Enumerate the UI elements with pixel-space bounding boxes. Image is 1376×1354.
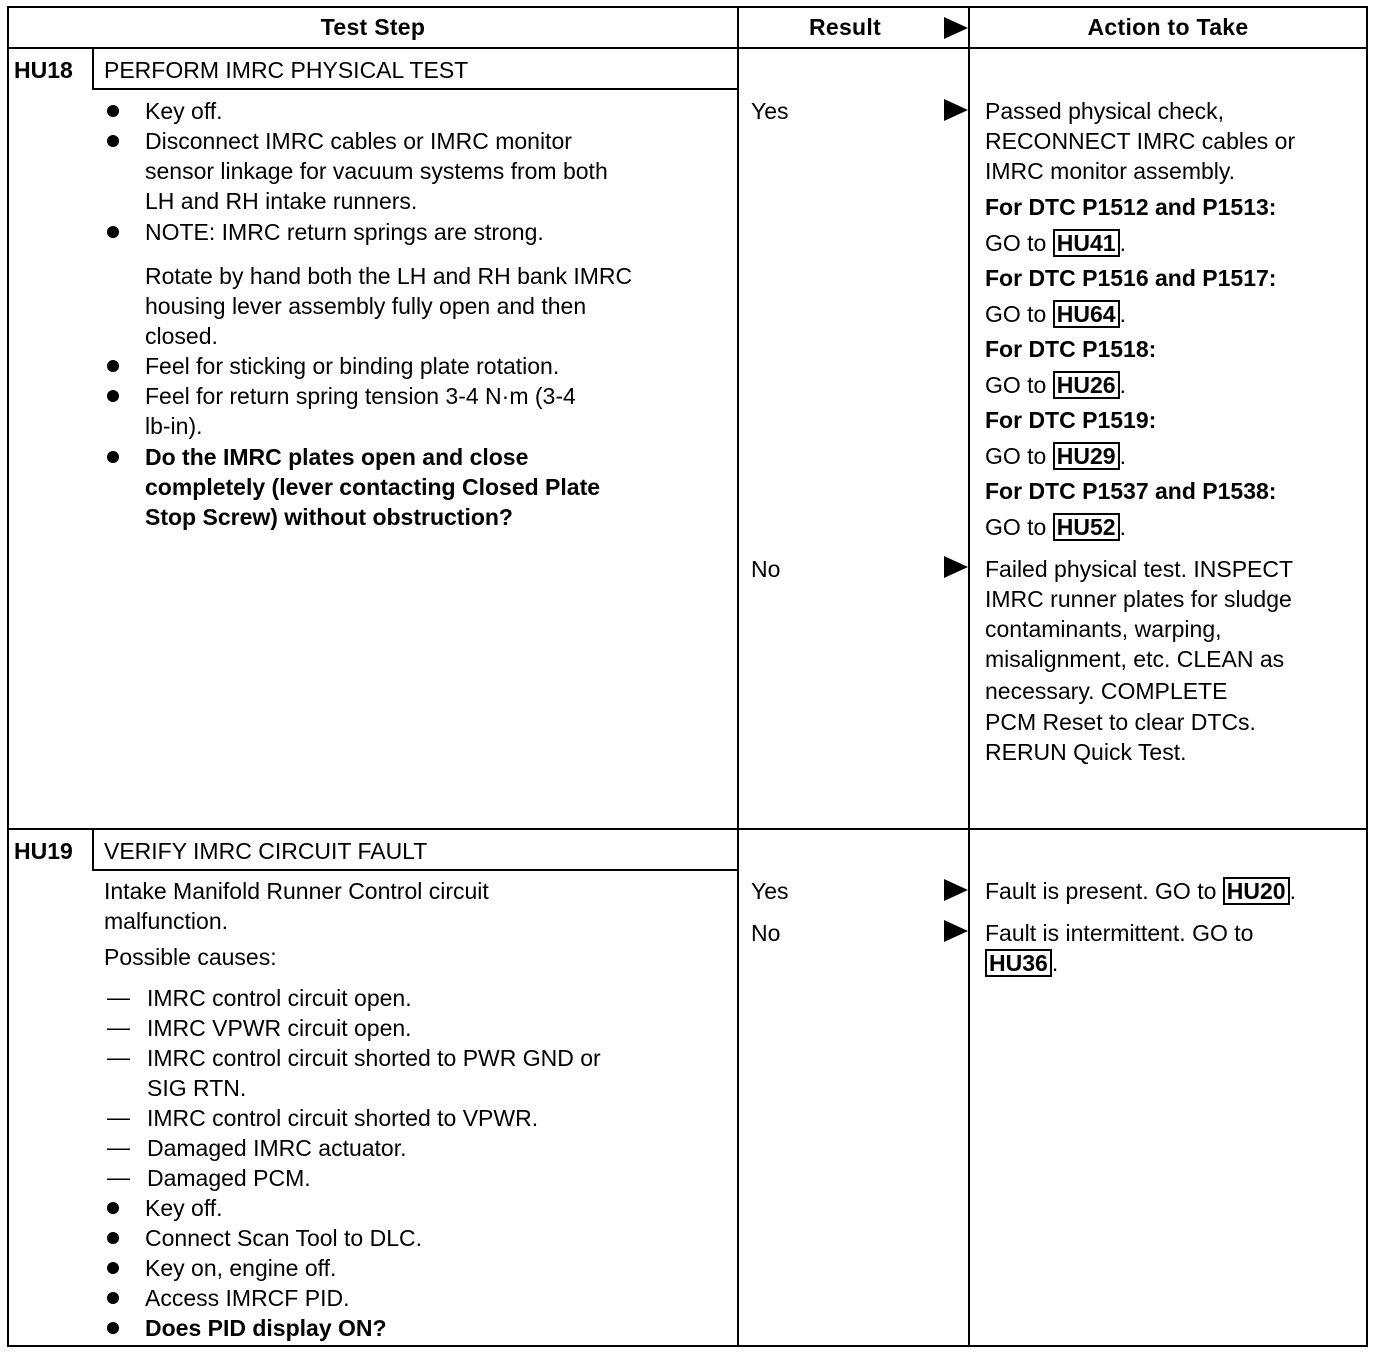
hu18-no-action: PCM Reset to clear DTCs. (985, 709, 1256, 735)
hu18-step-id: HU18 (14, 57, 73, 83)
hu18-no-action: RERUN Quick Test. (985, 739, 1187, 765)
hu18-question: Stop Screw) without obstruction? (145, 504, 513, 530)
ref-hu20-link[interactable]: HU20 (1223, 877, 1290, 905)
ref-hu36-link[interactable]: HU36 (985, 949, 1052, 977)
dtc-goto: GO to HU29 . (985, 443, 1126, 469)
hu18-no-action: Failed physical test. INSPECT (985, 556, 1294, 582)
bullet-icon (107, 390, 119, 402)
hu18-yes-action: Passed physical check, (985, 98, 1225, 124)
dtc-goto: GO to HU64 . (985, 301, 1126, 327)
border-bottom (7, 1345, 1368, 1347)
hu19-cause: IMRC control circuit shorted to VPWR. (147, 1105, 539, 1131)
ref-hu41-link[interactable]: HU41 (1053, 229, 1120, 257)
hu19-no-action: Fault is intermittent. GO to (985, 920, 1254, 946)
hu18-title-underline (92, 88, 738, 90)
arrow-right-icon (944, 879, 968, 901)
hu19-intro: Intake Manifold Runner Control circuit (104, 878, 489, 904)
hu19-step-text: Key on, engine off. (145, 1255, 337, 1281)
ref-hu26-link[interactable]: HU26 (1053, 371, 1120, 399)
bullet-icon (107, 1322, 119, 1334)
bullet-icon (107, 1232, 119, 1244)
hu19-cause: IMRC control circuit open. (147, 985, 412, 1011)
hu19-question: Does PID display ON? (145, 1315, 387, 1341)
hu18-question: completely (lever contacting Closed Plate (145, 474, 601, 500)
bullet-icon (107, 360, 119, 372)
hu18-step-text: housing lever assembly fully open and then (145, 293, 587, 319)
hu19-step-text: Connect Scan Tool to DLC. (145, 1225, 423, 1251)
hu18-step-text: Key off. (145, 98, 223, 124)
header-arrow-icon (944, 17, 968, 39)
bullet-icon (107, 1202, 119, 1214)
dash-icon: — (107, 1104, 130, 1130)
hu19-no-action-ref: HU36 . (985, 948, 1058, 978)
hu18-step-text: Disconnect IMRC cables or IMRC monitor (145, 128, 572, 154)
dtc-goto: GO to HU26 . (985, 372, 1126, 398)
hu18-no-action: misalignment, etc. CLEAN as (985, 646, 1285, 672)
bullet-icon (107, 105, 119, 117)
hu19-title-underline (92, 869, 738, 871)
hu18-no-action: IMRC runner plates for sludge (985, 586, 1292, 612)
hu18-step-text: Feel for sticking or binding plate rotation. (145, 353, 560, 379)
arrow-right-icon (944, 556, 968, 578)
hu18-step-text: closed. (145, 323, 218, 349)
hu19-cause: IMRC control circuit shorted to PWR GND or (147, 1045, 601, 1071)
hu19-id-divider (92, 828, 94, 871)
dash-icon: — (107, 1134, 130, 1160)
border-left (7, 6, 9, 1347)
dtc-goto: GO to HU41 . (985, 230, 1126, 256)
arrow-right-icon (944, 99, 968, 121)
dash-icon: — (107, 1014, 130, 1040)
hu18-no-action: contaminants, warping, (985, 616, 1222, 642)
dtc-label: For DTC P1512 and P1513: (985, 194, 1277, 220)
hu18-result-yes: Yes (751, 98, 789, 124)
hu18-step-text: sensor linkage for vacuum systems from both (145, 158, 608, 184)
hu19-step-id: HU19 (14, 838, 73, 864)
hu19-cause: Damaged IMRC actuator. (147, 1135, 407, 1161)
bullet-icon (107, 451, 119, 463)
arrow-right-icon (944, 920, 968, 942)
row-divider (7, 828, 1368, 830)
header-test-step: Test Step (320, 13, 426, 40)
hu18-step-text: Rotate by hand both the LH and RH bank IMRC (145, 263, 633, 289)
col-divider-1 (737, 6, 739, 1347)
hu18-step-text: Feel for return spring tension 3-4 N·m (3-4 (145, 383, 576, 409)
hu19-intro: malfunction. (104, 908, 229, 934)
ref-hu29-link[interactable]: HU29 (1053, 442, 1120, 470)
hu19-result-no: No (751, 920, 781, 946)
hu18-yes-action: IMRC monitor assembly. (985, 158, 1236, 184)
dtc-label: For DTC P1537 and P1538: (985, 478, 1277, 504)
hu19-result-yes: Yes (751, 878, 789, 904)
dtc-goto: GO to HU52 . (985, 514, 1126, 540)
dtc-label: For DTC P1519: (985, 407, 1157, 433)
dtc-label: For DTC P1518: (985, 336, 1157, 362)
dtc-label: For DTC P1516 and P1517: (985, 265, 1277, 291)
hu19-possible-causes: Possible causes: (104, 944, 277, 970)
dash-icon: — (107, 1164, 130, 1190)
header-result: Result (808, 13, 882, 40)
hu19-step-text: Access IMRCF PID. (145, 1285, 350, 1311)
hu18-step-text: NOTE: IMRC return springs are strong. (145, 219, 544, 245)
hu18-no-action: necessary. COMPLETE (985, 678, 1228, 704)
hu19-yes-action: Fault is present. GO to HU20 . (985, 878, 1296, 904)
hu18-step-text: lb-in). (145, 413, 203, 439)
bullet-icon (107, 1292, 119, 1304)
bullet-icon (107, 135, 119, 147)
dash-icon: — (107, 984, 130, 1010)
header-action: Action to Take (1087, 13, 1249, 40)
ref-hu64-link[interactable]: HU64 (1053, 300, 1120, 328)
hu19-title: VERIFY IMRC CIRCUIT FAULT (104, 838, 428, 864)
hu18-id-divider (92, 47, 94, 90)
dash-icon: — (107, 1044, 130, 1070)
hu18-title: PERFORM IMRC PHYSICAL TEST (104, 57, 469, 83)
border-right (1366, 6, 1368, 1347)
col-divider-2 (968, 6, 970, 1347)
hu18-yes-action: RECONNECT IMRC cables or (985, 128, 1296, 154)
ref-hu52-link[interactable]: HU52 (1053, 513, 1120, 541)
hu19-cause: Damaged PCM. (147, 1165, 311, 1191)
hu19-cause: IMRC VPWR circuit open. (147, 1015, 412, 1041)
bullet-icon (107, 1262, 119, 1274)
hu19-step-text: Key off. (145, 1195, 223, 1221)
bullet-icon (107, 226, 119, 238)
hu18-step-text: LH and RH intake runners. (145, 188, 418, 214)
hu18-question: Do the IMRC plates open and close (145, 444, 529, 470)
hu18-result-no: No (751, 556, 781, 582)
hu19-cause: SIG RTN. (147, 1075, 247, 1101)
